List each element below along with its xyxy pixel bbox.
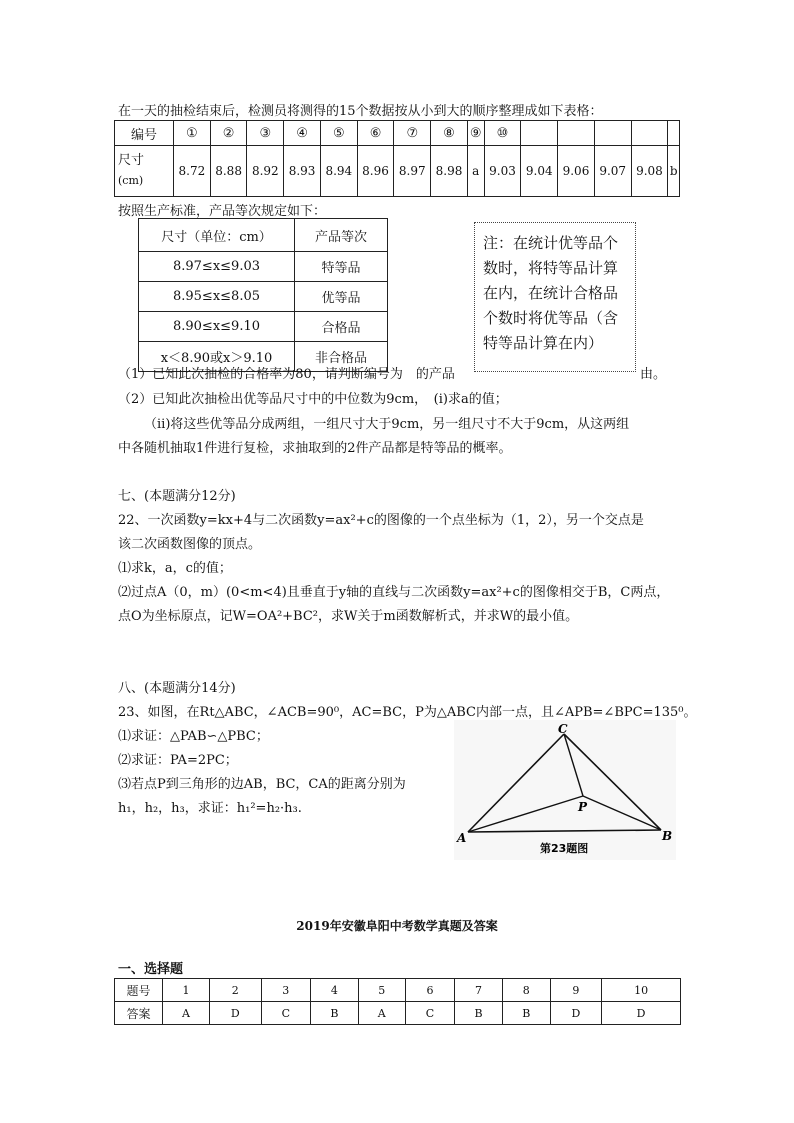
- answer-cell: B: [311, 1002, 359, 1025]
- question-number-cell: 1: [163, 979, 210, 1002]
- q22-line4: ⑵过点A（0，m）(0<m<4)且垂直于y轴的直线与二次函数y=ax²+c的图像相交于B，C两点，: [118, 585, 670, 600]
- size-cell: 8.88: [210, 146, 247, 197]
- question-number-cell: 6: [405, 979, 454, 1002]
- answer-cell: D: [602, 1002, 681, 1025]
- range-cell: 8.90≤x≤9.10: [139, 312, 295, 342]
- table-row: [115, 121, 680, 146]
- grade-table: [138, 218, 388, 372]
- question-number-cell: 2: [209, 979, 261, 1002]
- id-cell: [521, 121, 558, 146]
- grade-cell: 非合格品: [295, 342, 388, 372]
- row-label: 编号: [115, 121, 174, 146]
- id-cell: ③: [247, 121, 284, 146]
- answer-cell: B: [455, 1002, 503, 1025]
- size-label: 尺寸: [118, 153, 145, 168]
- id-cell: ⑨: [467, 121, 484, 146]
- section7-header: 七、(本题满分12分): [118, 489, 236, 504]
- answer-cell: A: [163, 1002, 210, 1025]
- grade-cell: 优等品: [295, 282, 388, 312]
- answer-cell: C: [261, 1002, 310, 1025]
- size-cell: 8.93: [284, 146, 321, 197]
- q21-part3: （ⅱ)将这些优等品分成两组，一组尺寸大于9cm，另一组尺寸不大于9cm，从这两组: [144, 417, 630, 432]
- size-cell: 8.92: [247, 146, 284, 197]
- id-cell: ⑥: [357, 121, 394, 146]
- range-cell: 8.97≤x≤9.03: [139, 252, 295, 282]
- measurement-table: [114, 120, 680, 197]
- row-label: [115, 146, 174, 197]
- answer-cell: D: [550, 1002, 602, 1025]
- size-cell: 9.06: [558, 146, 595, 197]
- triangle-figure: [454, 720, 676, 860]
- label-p: P: [578, 800, 588, 814]
- id-cell: ⑦: [394, 121, 431, 146]
- answer-table: [114, 978, 681, 1025]
- table-row: [115, 1002, 681, 1025]
- table-row: [115, 979, 681, 1002]
- answer-cell: C: [405, 1002, 454, 1025]
- size-cell: b: [668, 146, 680, 197]
- q23-line4: ⑶若点P到三角形的边AB，BC，CA的距离分别为: [118, 777, 406, 792]
- id-cell: ⑧: [431, 121, 468, 146]
- range-cell: x＜8.90或x＞9.10: [139, 342, 295, 372]
- size-cell: 9.08: [631, 146, 668, 197]
- id-cell: ①: [174, 121, 211, 146]
- id-cell: [558, 121, 595, 146]
- table-row: [139, 252, 388, 282]
- size-cell: 8.94: [320, 146, 357, 197]
- intro-line: 在一天的抽检结束后，检测员将测得的15个数据按从小到大的顺序整理成如下表格：: [118, 104, 603, 119]
- size-cell: a: [467, 146, 484, 197]
- section1-title: 一、选择题: [118, 962, 184, 977]
- question-number-cell: 3: [261, 979, 310, 1002]
- section8-header: 八、(本题满分14分): [118, 681, 236, 696]
- size-cell: 9.07: [594, 146, 631, 197]
- question-number-cell: 9: [550, 979, 602, 1002]
- q23-line2: ⑴求证：△PAB∽△PBC；: [118, 729, 269, 744]
- q21-part4: 中各随机抽取1件进行复检，求抽取到的2件产品都是特等品的概率。: [118, 441, 512, 456]
- question-number-cell: 7: [455, 979, 503, 1002]
- size-cell: 8.97: [394, 146, 431, 197]
- q22-line3: ⑴求k，a，c的值；: [118, 561, 232, 576]
- label-c: C: [558, 722, 568, 736]
- grade-cell: 合格品: [295, 312, 388, 342]
- table-header-row: [139, 219, 388, 252]
- q23-line1: 23、如图，在Rt△ABC，∠ACB=90⁰，AC=BC，P为△ABC内部一点，且∠APB=∠BPC=135⁰。: [118, 705, 697, 720]
- header-cell: 产品等次: [295, 219, 388, 252]
- range-cell: 8.95≤x≤8.05: [139, 282, 295, 312]
- note-box: 注：在统计优等品个数时，将特等品计算在内，在统计合格品个数时将优等品（含特等品计算在内）: [474, 222, 636, 372]
- q21-part1-end: 由。: [640, 367, 667, 382]
- label-a: A: [457, 831, 467, 845]
- question-number-cell: 4: [311, 979, 359, 1002]
- header-cell: 尺寸（单位：cm）: [139, 219, 295, 252]
- q23-line3: ⑵求证：PA=2PC；: [118, 753, 238, 768]
- label-b: B: [662, 829, 673, 843]
- id-cell: ②: [210, 121, 247, 146]
- row-label: 答案: [115, 1002, 163, 1025]
- q22-line1: 22、一次函数y=kx+4与二次函数y=ax²+c的图像的一个点坐标为（1，2），另一个交点是: [118, 513, 644, 528]
- id-cell: ⑤: [320, 121, 357, 146]
- size-cell: 8.72: [174, 146, 211, 197]
- q23-line5: h₁，h₂，h₃，求证：h₁²=h₂·h₃.: [118, 801, 302, 816]
- question-number-cell: 10: [602, 979, 681, 1002]
- figure-background: [454, 720, 676, 860]
- q22-line2: 该二次函数图像的顶点。: [118, 537, 262, 552]
- grade-cell: 特等品: [295, 252, 388, 282]
- table-row: [115, 146, 680, 197]
- size-cell: 9.04: [521, 146, 558, 197]
- id-cell: [668, 121, 680, 146]
- table-row: [139, 312, 388, 342]
- standard-line: 按照生产标准，产品等次规定如下：: [118, 204, 327, 219]
- answer-title: 2019年安徽阜阳中考数学真题及答案: [296, 919, 498, 933]
- id-cell: [594, 121, 631, 146]
- answer-cell: A: [358, 1002, 405, 1025]
- question-number-cell: 8: [502, 979, 550, 1002]
- id-cell: [631, 121, 668, 146]
- size-cell: 8.96: [357, 146, 394, 197]
- q21-part2: （2）已知此次抽检出优等品尺寸中的中位数为9cm， (ⅰ)求a的值；: [118, 392, 508, 407]
- table-row: [139, 282, 388, 312]
- size-cell: 8.98: [431, 146, 468, 197]
- id-cell: ⑩: [484, 121, 521, 146]
- row-label: 题号: [115, 979, 163, 1002]
- answer-cell: D: [209, 1002, 261, 1025]
- figure-caption: 第23题图: [540, 842, 589, 855]
- question-number-cell: 5: [358, 979, 405, 1002]
- q21-part1: （1）已知此次抽检的合格率为80，请判断编号为 的产品: [118, 367, 455, 382]
- size-cell: 9.03: [484, 146, 521, 197]
- id-cell: ④: [284, 121, 321, 146]
- q22-line5: 点O为坐标原点，记W=OA²+BC²，求W关于m函数解析式，并求W的最小值。: [118, 609, 579, 624]
- unit-label: (cm): [118, 174, 144, 187]
- answer-cell: B: [502, 1002, 550, 1025]
